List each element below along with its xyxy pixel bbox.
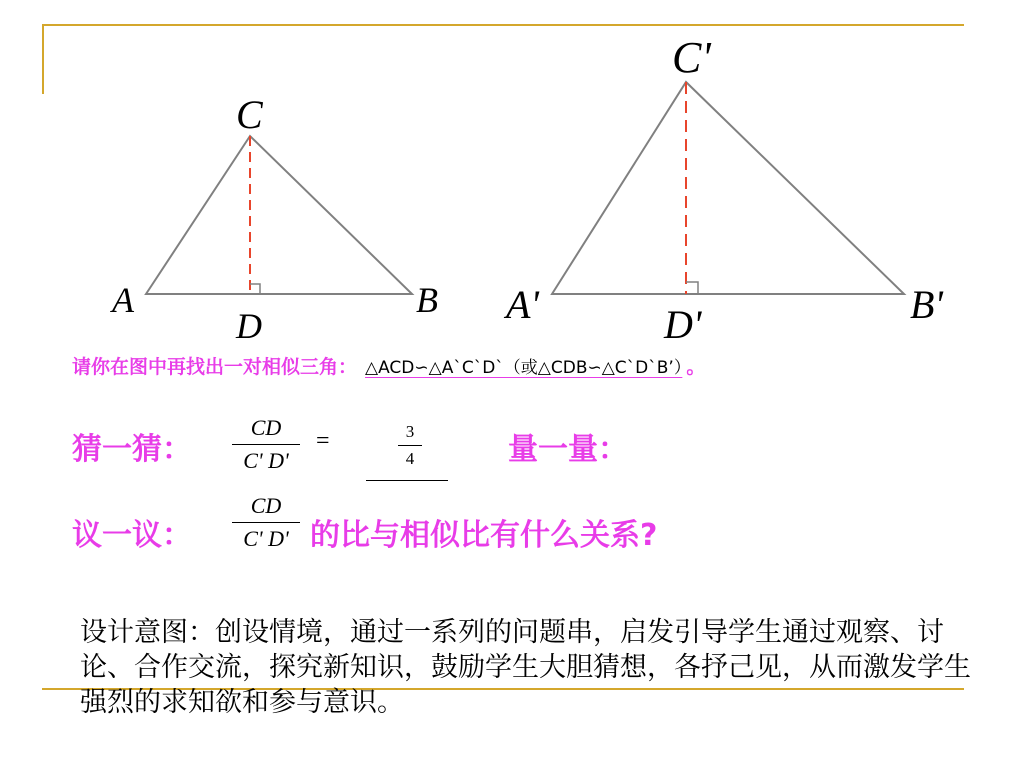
discuss-fraction-bar (232, 522, 300, 523)
small-right-angle-mark (250, 284, 260, 294)
label-C: C (236, 92, 263, 137)
guess-fraction-bar (232, 444, 300, 445)
guess-value-numerator: 3 (405, 422, 415, 441)
question1-period: 。 (686, 356, 706, 378)
similar-triangles-figure (0, 0, 1024, 350)
guess-value-bar (398, 445, 422, 446)
discuss-fraction-numerator: CD (250, 493, 282, 518)
label-B-prime: B' (910, 282, 943, 327)
question-find-similar-triangles (72, 352, 705, 379)
guess-label: 猜一猜： (72, 432, 192, 467)
equals-sign: = (316, 428, 330, 454)
label-B: B (416, 280, 438, 320)
answer-blank-line (366, 480, 448, 481)
discuss-label: 议一议： (72, 518, 192, 553)
label-D-prime: D' (664, 302, 702, 347)
guess-value-denominator: 4 (405, 449, 415, 468)
label-A-prime: A' (506, 282, 539, 327)
question1-answer: △ACD∽△A`C`D`（或△CDB∽△C`D`B’） (365, 358, 683, 378)
label-A: A (112, 280, 134, 320)
question1-prompt: 请你在图中再找出一对相似三角： (72, 356, 358, 378)
guess-value-fraction (398, 422, 422, 469)
measure-label: 量一量： (508, 432, 628, 467)
design-intent-text: 设计意图：创设情境，通过一系列的问题串，启发引导学生通过观察、讨论、合作交流，探究新知识，鼓励学生大胆猜想，各抒己见，从而激发学生强烈的求知欲和参与意识。 (80, 617, 971, 718)
label-C-prime: C' (672, 33, 711, 82)
large-triangle (503, 33, 944, 347)
discuss-question: 的比与相似比有什么关系? (310, 518, 658, 553)
large-right-angle-mark (686, 282, 698, 294)
guess-fraction-denominator: C' D' (243, 448, 289, 473)
small-triangle (110, 92, 438, 346)
guess-fraction-numerator: CD (250, 415, 282, 440)
discuss-fraction (232, 492, 300, 553)
label-D: D (236, 306, 262, 346)
guess-fraction (232, 414, 300, 475)
discuss-fraction-denominator: C' D' (243, 526, 289, 551)
